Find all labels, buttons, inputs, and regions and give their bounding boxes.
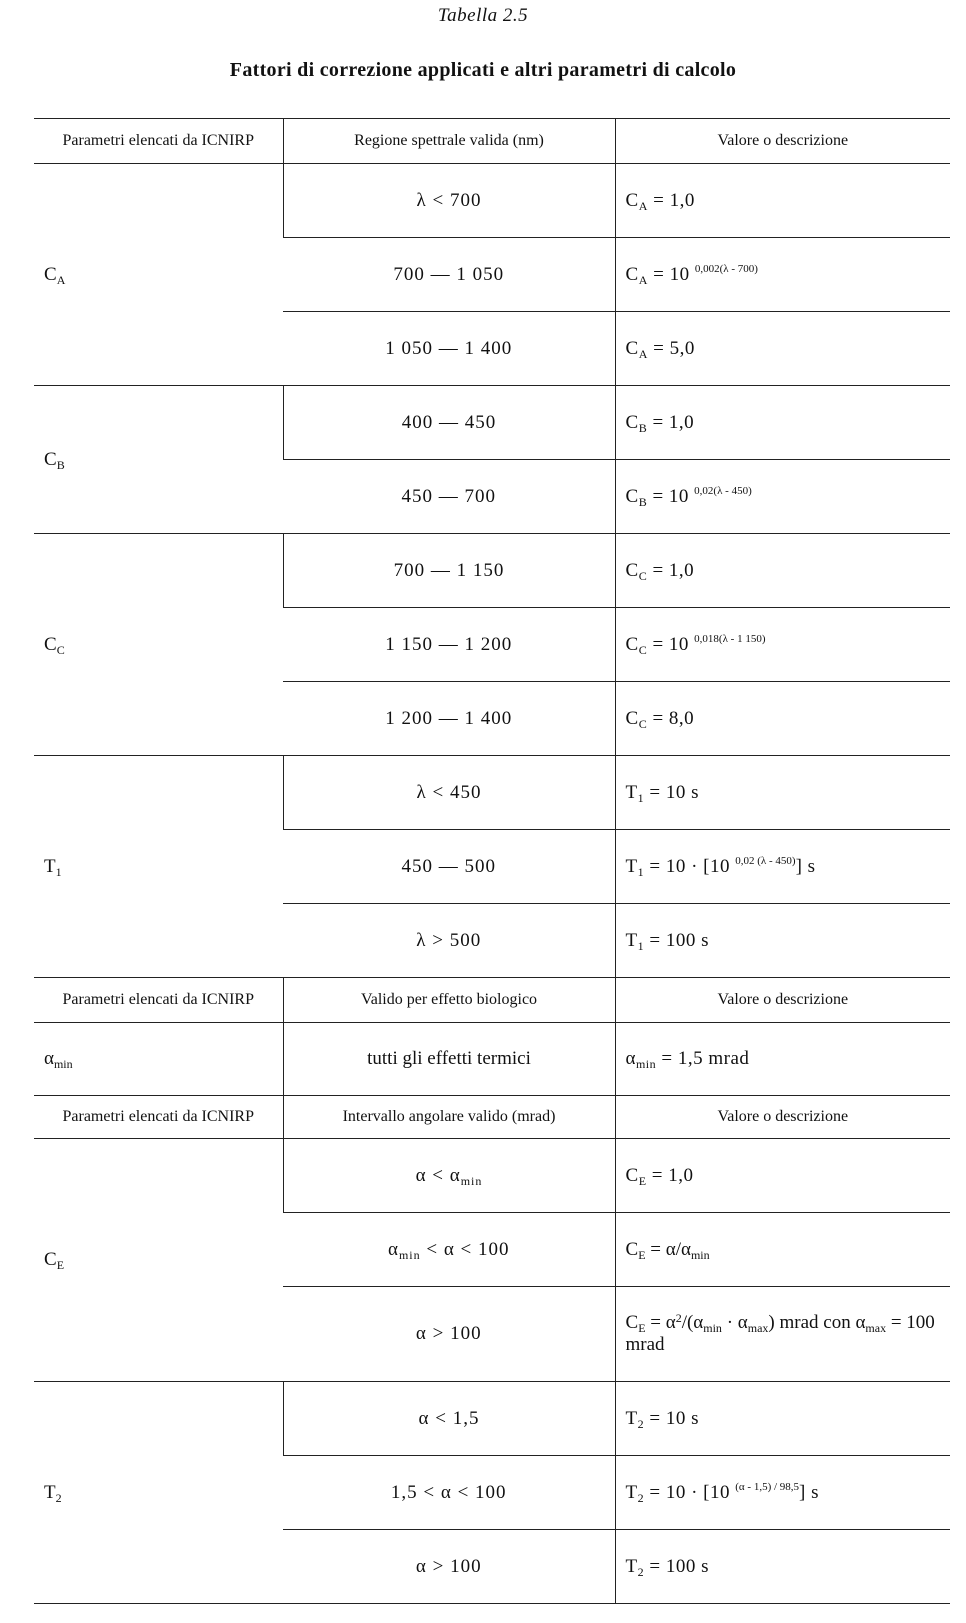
table-caption: Tabella 2.5 [437, 5, 529, 26]
header-cell: Regione spettrale valida (nm) [283, 119, 615, 164]
region-cell: 450 — 700 [283, 460, 615, 534]
header-row [34, 978, 950, 1023]
value-cell: $C_A = 1,0$ [615, 164, 950, 238]
param-cb: $C_B$ [34, 386, 283, 534]
region-cell: 700 — 1 050 [283, 238, 615, 312]
param-t2: $T_2$ [34, 1382, 283, 1604]
table-row [34, 1139, 950, 1213]
region-cell: λ < 450 [283, 756, 615, 830]
value-cell: $C_E = \alpha^2/(\alpha_{min} \cdot \alpha_{max})$ mrad con $\alpha_{max} = 100$ mrad [615, 1287, 950, 1382]
value-cell: $T_2 = 10 \cdot [10$ $^{(\alpha - 1,5) / 98,5}$] s [615, 1456, 950, 1530]
header-cell: Valido per effetto biologico [283, 978, 615, 1023]
value-cell: $C_C = 10$ $^{0,018(\lambda - 1 150)}$ [615, 608, 950, 682]
region-cell: 1 150 — 1 200 [283, 608, 615, 682]
region-cell: α < 1,5 [283, 1382, 615, 1456]
table-row [34, 164, 950, 238]
region-cell: 400 — 450 [283, 386, 615, 460]
value-cell: $T_1 = 10$ s [615, 756, 950, 830]
header-cell: Parametri elencati da ICNIRP [34, 119, 283, 164]
region-cell: λ < 700 [283, 164, 615, 238]
header-cell: Valore o descrizione [615, 1096, 950, 1139]
value-cell: $C_C = 1,0$ [615, 534, 950, 608]
param-ce: $C_E$ [34, 1139, 283, 1382]
table-title: Fattori di correzione applicati e altri parametri di calcolo [229, 59, 737, 81]
region-cell: $\alpha < \alpha_{min}$ [283, 1139, 615, 1213]
table-row [34, 1382, 950, 1456]
table-row [34, 534, 950, 608]
header-cell: Parametri elencati da ICNIRP [34, 978, 283, 1023]
header-row [34, 1096, 950, 1139]
param-alpha-min: $\alpha_{min}$ [34, 1023, 283, 1096]
table-row [34, 386, 950, 460]
region-cell: α > 100 [283, 1530, 615, 1604]
region-cell: α > 100 [283, 1287, 615, 1382]
region-cell: 700 — 1 150 [283, 534, 615, 608]
param-t1: $T_1$ [34, 756, 283, 978]
value-cell: $\alpha_{min} = 1,5$ mrad [615, 1023, 950, 1096]
value-cell: $C_A = 10$ $^{0,002(\lambda - 700)}$ [615, 238, 950, 312]
value-cell: $C_C = 8,0$ [615, 682, 950, 756]
param-cc: $C_C$ [34, 534, 283, 756]
correction-factors-table [34, 118, 950, 1604]
value-cell: $C_E = 1,0$ [615, 1139, 950, 1213]
region-cell: λ > 500 [283, 904, 615, 978]
value-cell: $T_2 = 10$ s [615, 1382, 950, 1456]
value-cell: $C_E = \alpha/\alpha_{min}$ [615, 1213, 950, 1287]
region-cell: 1 200 — 1 400 [283, 682, 615, 756]
value-cell: $T_1 = 10 \cdot [10$ $^{0,02 (\lambda - 450)}$] s [615, 830, 950, 904]
value-cell: $C_B = 1,0$ [615, 386, 950, 460]
header-cell: Valore o descrizione [615, 978, 950, 1023]
region-cell: 450 — 500 [283, 830, 615, 904]
effect-cell: tutti gli effetti termici [283, 1023, 615, 1096]
region-cell: 1 050 — 1 400 [283, 312, 615, 386]
region-cell: $\alpha_{min} < \alpha < 100$ [283, 1213, 615, 1287]
value-cell: $C_A = 5,0$ [615, 312, 950, 386]
header-cell: Parametri elencati da ICNIRP [34, 1096, 283, 1139]
region-cell: 1,5 < α < 100 [283, 1456, 615, 1530]
table-row [34, 756, 950, 830]
header-cell: Valore o descrizione [615, 119, 950, 164]
value-cell: $T_2 = 100$ s [615, 1530, 950, 1604]
value-cell: $C_B = 10$ $^{0,02(\lambda - 450)}$ [615, 460, 950, 534]
param-ca: $C_A$ [34, 164, 283, 386]
header-cell: Intervallo angolare valido (mrad) [283, 1096, 615, 1139]
table-row [34, 1023, 950, 1096]
value-cell: $T_1 = 100$ s [615, 904, 950, 978]
header-row [34, 119, 950, 164]
